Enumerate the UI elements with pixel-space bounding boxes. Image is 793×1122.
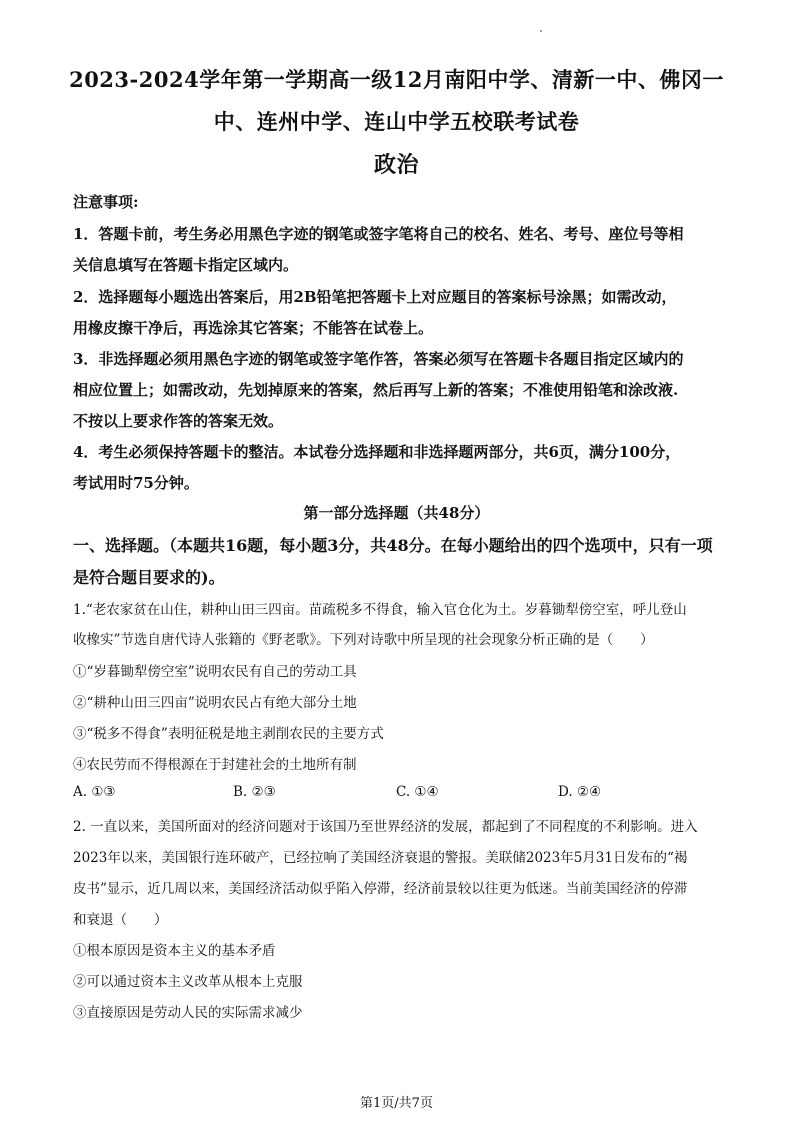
q1-stem: 收橡实”节选自唐代诗人张籍的《野老歌》。下列对诗歌中所呈现的社会现象分析正确的是（ ） — [73, 632, 654, 648]
subject-title: 政治 — [373, 152, 419, 178]
scan-dot — [540, 30, 542, 32]
notice-line: 用橡皮擦干净后，再选涂其它答案；不能答在试卷上。 — [73, 319, 434, 337]
part1-instruction: 是符合题目要求的)。 — [73, 568, 225, 587]
notice-line: 3．非选择题必须用黑色字迹的钢笔或签字笔作答，答案必须写在答题卡各题目指定区域内的 — [73, 350, 684, 368]
q2-stem: 皮书”显示，近几周以来，美国经济活动似乎陷入停滞，经济前景较以往更为低迷。当前美国经济的停滞 — [73, 881, 688, 897]
q2-statement: ③直接原因是劳动人民的实际需求减少 — [73, 1005, 303, 1021]
q1-option-d: D. ②④ — [558, 784, 602, 800]
q2-stem: 和衰退（ ） — [73, 912, 168, 928]
q1-option-b: B. ②③ — [233, 784, 276, 800]
q1-option-c: C. ①④ — [396, 784, 439, 800]
q2-statement: ①根本原因是资本主义的基本矛盾 — [73, 943, 276, 959]
page-number: 第1页/共7页 — [360, 1096, 433, 1111]
q1-stem: 1.“老农家贫在山住，耕种山田三四亩。苗疏税多不得食，输入官仓化为土。岁暮锄犁傍空室，呼儿登山 — [73, 602, 687, 618]
q1-statement: ④农民劳而不得根源在于封建社会的土地所有制 — [73, 757, 357, 773]
notice-line: 关信息填写在答题卡指定区域内。 — [73, 256, 299, 274]
notice-line: 考试用时75分钟。 — [73, 474, 199, 492]
notice-heading: 注意事项: — [73, 193, 139, 211]
exam-title-line2: 中、连州中学、连山中学五校联考试卷 — [213, 109, 580, 134]
part1-instruction: 一、选择题。（本题共16题，每小题3分，共48分。在每小题给出的四个选项中，只有一项 — [73, 536, 713, 555]
notice-line: 1．答题卡前，考生务必用黑色字迹的钢笔或签字笔将自己的校名、姓名、考号、座位号等相 — [73, 225, 684, 243]
exam-title-line1: 2023-2024学年第一学期高一级12月南阳中学、清新一中、佛冈一 — [69, 67, 724, 92]
notice-line: 相应位置上；如需改动，先划掉原来的答案，然后再写上新的答案；不准使用铅笔和涂改液. — [73, 381, 679, 399]
q2-stem: 2023年以来，美国银行连环破产，已经拉响了美国经济衰退的警报。美联储2023年5月31日发布的“褐 — [73, 850, 688, 866]
q1-statement: ①“岁暮锄犁傍空室”说明农民有自己的劳动工具 — [73, 664, 357, 680]
part1-heading: 第一部分选择题（共48分） — [303, 504, 490, 522]
q2-statement: ②可以通过资本主义改革从根本上克服 — [73, 974, 303, 990]
notice-line: 2．选择题每小题选出答案后，用2B铅笔把答题卡上对应题目的答案标号涂黑；如需改动， — [73, 288, 677, 306]
q1-option-a: A. ①③ — [73, 784, 116, 800]
q1-statement: ③“税多不得食”表明征税是地主剥削农民的主要方式 — [73, 726, 384, 742]
q2-stem: 2. 一直以来，美国所面对的经济问题对于该国乃至世界经济的发展，都起到了不同程度的不利影响。进入 — [73, 819, 698, 835]
notice-line: 不按以上要求作答的答案无效。 — [73, 412, 284, 430]
q1-statement: ②“耕种山田三四亩”说明农民占有绝大部分土地 — [73, 695, 357, 711]
notice-line: 4．考生必须保持答题卡的整洁。本试卷分选择题和非选择题两部分，共6页，满分100分， — [73, 443, 681, 461]
